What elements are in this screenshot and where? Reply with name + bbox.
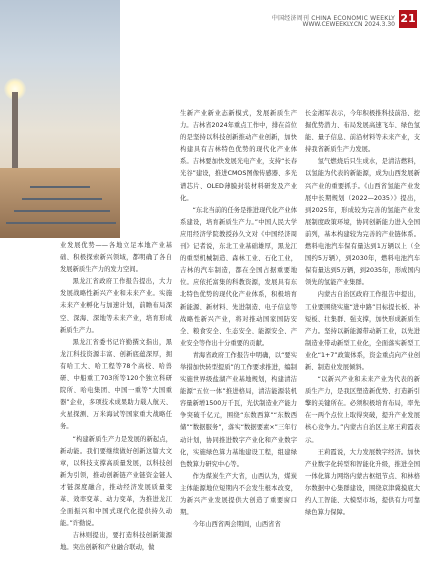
mirror-row	[14, 210, 110, 212]
article-column-3	[305, 108, 420, 519]
mirror-row	[6, 222, 116, 224]
page-number: 21	[399, 10, 417, 28]
paragraph: 黑龙江省委书记许勤撰文指出，黑龙江科技资源丰富、创新底蕴深厚，拥有哈工大、哈工程等78个高校、哈兽研、中船重工703所等120个独立科研院所、哈电集团、中国一重等“大国重器”企业，多项技术成果助力载人航天、火星探测、万米海试等国家重大战略任务。	[60, 338, 172, 431]
paragraph: 内蒙古自治区政府工作报告中提出，工业要围绕实施“进中路”目标提长板、补短板、壮集群、强支撑，加快形成新质生产力。坚持以新能源带动新工业，以先进制造业带动新型工业化，全面落实新型工业化“1+7”政策体系，资金重点向产业创新、制造业发展倾斜。	[305, 291, 420, 371]
paragraph: 氢气燃烧后只生成水，是清洁燃料，以氢能为代表的新能源，成为山西发展新兴产业的重要抓手。《山西省氢能产业发展中长期规划（2022—2035）》提出，到2025年，形成较为完善的氢能产业发展制度政策环境，协同创新能力进入全国前列，基本构建较为完善的产业链体系。燃料电池汽车保有量达到1万辆以上（全国约5万辆），到2030年，燃料电池汽车保有量达到5万辆，到2035年，形成国内领先的氢能产业集群。	[305, 158, 420, 287]
paragraph: “以新兴产业和未来产业为代表的新质生产力，是我区塑造新优势、打造新引擎的关键所在。必须积极培育布局，率先在一两个点位上取得突破，提升产业发展核心竞争力。”内蒙古自治区主席王莉霞表示。	[305, 376, 420, 444]
paragraph: 业发展优势——各地立足本地产业基础、积极探索新兴领域，都明确了各自发展新质生产力的发力空间。	[60, 242, 172, 274]
paragraph: “东北当前的任务是推进现代化产业体系建设，培育新质生产力。”中国人民大学应用经济学院教授孙久文对《中国经济周刊》记者说，东北工业基础雄厚，黑龙江的重型机械制造、森林工业、石化工业，吉林的汽车制造，都在全国占据重要地位。应依托富集的科教资源，发展具有东北特色优势的现代化产业体系，积极培育新能源、新材料、先进制造、电子信息等战略性新兴产业，将对推动国家国防安全、粮食安全、生态安全、能源安全、产业安全等作出十分重要的贡献。	[180, 206, 297, 347]
paragraph: 吉林则提出，要打造科技创新策源地。突出创新和产业融合联动，做	[60, 532, 172, 552]
paragraph: 今年山西省两会期间，山西省省	[192, 521, 281, 529]
paragraph: 作为煤炭生产大省，山西认为，煤炭主体能源地位短期内不会发生根本改变，为新兴产业发展提供大创造了重要窗口期。	[180, 472, 297, 517]
paragraph: 王莉霞说，大力发展数字经济。加快产业数字化转型和智能化升级，推进全国一体化算力网络内蒙古枢纽节点、和林格尔数据中心集群建设，围绕京津冀摸底大约人工智能、大模型市场，提供有力可靠绿色算力保障。	[305, 448, 420, 517]
paragraph: “构建新质生产力是发展的新起点，新动能。我们要继续做好创新这篇大文章，以科技支撑高质量发展，以科技创新为引领，推动创新链产业链资金链人才链深度融合，推动经济发展质量变革、效率变革、动力变革，为推进龙江全面振兴和中国式现代化提供持久动能。”许勤说。	[60, 435, 172, 528]
magazine-url-date: WWW.CEWEEKLY.CN 2024.3.30	[302, 21, 395, 28]
solar-tower-photo	[0, 0, 120, 238]
paragraph: 长金湘军表示，今年积极推科技前沿、挖掘优势潜力、布局发展高速飞车、绿色氢能、量子信息、前沿材料等未来产业，支持我省新质生产力发展。	[305, 110, 420, 154]
mirror-row	[22, 198, 102, 200]
mirror-row	[30, 186, 90, 188]
paragraph: 黑龙江省政府工作报告提出，大力发展战略性新兴产业和未来产业。实施未来产业孵化与加速计划，前瞻布局深空、深海、深地等未来产业，培育形成新质生产力。	[60, 278, 172, 334]
paragraph: 青海省政府工作报告中明确，以“要实举措加快转型提质”的工作要求推进，编制实施世界级盐湖产业基地规划，构建清洁能源“五位一体”推进格局，清洁能源装机容量新增1500万千瓦，光伏制造业产能力争突破千亿元，围绕“东数西算”“东数西储”“数据服务”，落实“数据要素×”三年行动计划，协同推进数字产业化和产业数字化，实施绿色算力基地建设工程，组建绿色数算力研究中心等。	[180, 351, 297, 468]
magazine-title: 中国经济周刊 CHINA ECONOMIC WEEKLY	[271, 15, 395, 22]
heliostat-field	[0, 168, 120, 238]
paragraph: 生新产业新业态新模式，发展新质生产力。吉林省2024年重点工作中，排在首位的是坚持以科技创新推动产业创新，加快构建具有吉林特色优势的现代化产业体系。吉林要加快发展光电产业，支持“长春光谷”建设，推进CMOS图像传感器、多光谱芯片、OLED薄膜封装材料研发及产业化。	[180, 110, 297, 202]
article-column-1	[60, 240, 172, 554]
article-column-2	[180, 108, 297, 531]
